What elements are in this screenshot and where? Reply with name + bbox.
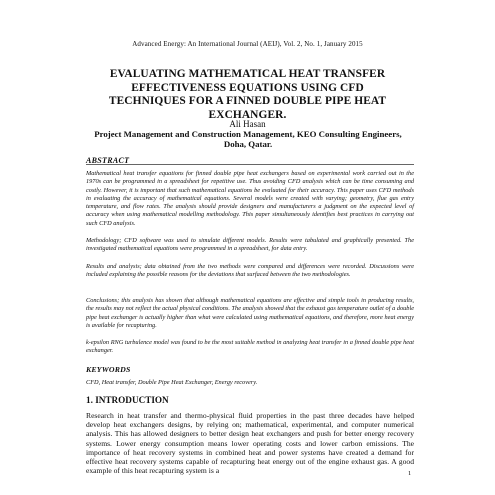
introduction-paragraph: Research in heat transfer and thermo-physical fluid properties in the past three decades have helped develop heat exchangers designs, by relying on; mathematical, experimental, and computer numerical analysis. This has allowed designers to better design heat exchangers and push for better energy recovery systems. Lower energy consumption means lower operating costs and lower carbon emissions. The importance of heat recovery systems in combined heat and power systems have created a demand for effective heat recovery systems capable of recapturing heat energy out of the engine exhaust gas. A good example of this heat recapturing system is a (86, 411, 414, 476)
title-line: EVALUATING MATHEMATICAL HEAT TRANSFER (109, 68, 386, 80)
abstract-paragraph: Results and analysis; data obtained from the two methods were compared and differences were recorded. Discussions were included explaining the possible reasons for the deviations that surfaced between the two methodologies. (86, 263, 414, 279)
abstract-paragraph: Methodology; CFD software was used to simulate different models. Results were tabulated and graphically presented. The investigated mathematical equations were programmed in a spreadsheet, for data entry. (86, 237, 414, 253)
section-divider (86, 164, 414, 165)
title-line: EXCHANGER. (208, 108, 287, 121)
title-line: TECHNIQUES FOR A FINNED DOUBLE PIPE HEAT (108, 95, 387, 108)
journal-header: Advanced Energy: An International Journal (AEIJ), Vol. 2, No. 1, January 2015 (132, 40, 363, 48)
introduction-heading: 1. INTRODUCTION (86, 395, 169, 405)
keywords-text: CFD, Heat transfer, Double Pipe Heat Exchanger, Energy recovery. (86, 379, 258, 386)
author-name: Ali Hasan (229, 119, 266, 129)
abstract-paragraph: Conclusions; this analysis has shown that although mathematical equations are effective and simple tools in producing results, the results may not reflect the actual physical conditions. The analysis showed that the exhaust gas temperature outlet of a double pipe heat exchanger is actually higher than what were calculated using mathematical equations, and therefore, more heat energy is available for recapturing. (86, 297, 414, 329)
paper-title (80, 68, 415, 122)
page-number: 1 (408, 470, 412, 477)
author-affiliation: Project Management and Construction Management, KEO Consulting Engineers, Doha, Qatar. (94, 129, 402, 149)
keywords-heading: KEYWORDS (86, 365, 131, 374)
abstract-heading: ABSTRACT (86, 156, 130, 165)
abstract-paragraph: k-epsilon RNG turbulence model was found to be the most suitable method in analyzing heat transfer in a finned double pipe heat exchanger. (86, 339, 414, 355)
abstract-paragraph: Mathematical heat transfer equations for finned double pipe heat exchangers based on experimental work carried out in the 1970s can be programmed in a spreadsheet for repetitive use. Thus avoiding CFD analysis which can be time consuming and costly. However, it is important that such mathematical equations be evaluated for their accuracy. This paper uses CFD methods in evaluating the accuracy of mathematical equations. Several models were created with varying; geometry, flue gas entry temperature, and flow rates. The analysis should provide designers and manufacturers a judgment on the expected level of accuracy when using mathematical modelling methodology. This paper simultaneously identifies best practices in carrying out such CFD analysis. (86, 170, 414, 227)
title-line: EFFECTIVENESS EQUATIONS USING CFD (131, 81, 364, 94)
